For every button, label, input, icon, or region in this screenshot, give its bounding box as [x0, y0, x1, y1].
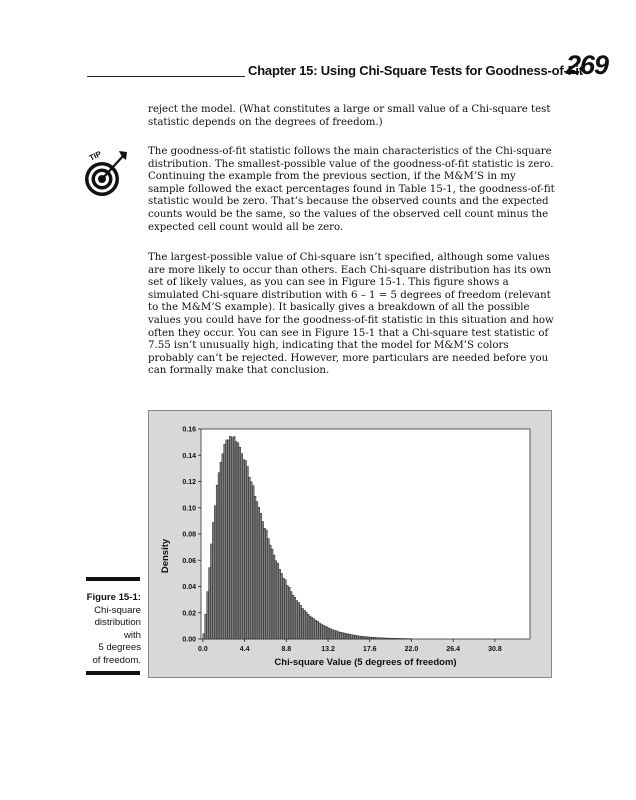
histogram-bar — [313, 619, 315, 639]
histogram-bar — [336, 631, 338, 639]
histogram-bar — [381, 638, 383, 639]
histogram-bar — [294, 597, 296, 639]
histogram-bar — [307, 614, 309, 639]
caption-rule-bottom — [86, 671, 140, 675]
histogram-bar — [256, 502, 258, 639]
histogram-bar — [320, 624, 322, 639]
histogram-bar — [252, 486, 254, 639]
histogram-bar — [241, 454, 243, 639]
histogram-bar — [248, 477, 250, 639]
histogram-bar — [379, 638, 381, 639]
histogram-bar — [303, 610, 305, 639]
histogram-bar — [383, 638, 385, 639]
histogram-bar — [394, 638, 396, 639]
histogram-bar — [205, 614, 207, 639]
histogram-bar — [267, 539, 269, 639]
histogram-bar — [273, 555, 275, 639]
histogram-bar — [275, 561, 277, 639]
histogram-bar — [370, 637, 372, 639]
histogram-bar — [262, 522, 264, 639]
histogram-bar — [358, 636, 360, 639]
histogram-bar — [224, 444, 226, 639]
histogram-bar — [210, 544, 212, 639]
histogram-bar — [269, 545, 271, 639]
histogram-bar — [258, 507, 260, 639]
histogram-bar — [247, 466, 249, 639]
histogram-bar — [345, 633, 347, 639]
figure-caption — [60, 592, 141, 668]
histogram-bar — [243, 460, 245, 639]
histogram-bar — [353, 635, 355, 639]
histogram-bar — [214, 506, 216, 639]
x-tick-label: 0.0 — [198, 646, 208, 653]
paragraph-2: The goodness-of-fit statistic follows the main characteristics of the Chi-square distribution. The smallest-possible value of the goodness-of-fit statistic is zero. Continuing the example from the previous section, if the M&M’S in my sample followed the exact percentages found in Table 15-1, the goodness-of-fit statistic would be zero. That’s because the observed counts and the expected counts would be the same, so the values of the observed cell count minus the expected cell count would all be zero. — [148, 146, 555, 233]
histogram-bar — [233, 437, 235, 639]
histogram-bar — [332, 630, 334, 639]
y-tick-label: 0.00 — [182, 636, 196, 644]
histogram-bar — [351, 635, 353, 639]
histogram-bar — [360, 636, 362, 639]
x-axis-label: Chi-square Value (5 degrees of freedom) — [274, 657, 457, 668]
histogram-bar — [385, 638, 387, 639]
histogram-bar — [309, 616, 311, 639]
histogram-bar — [281, 573, 283, 639]
histogram-bar — [231, 438, 233, 639]
tip-icon — [82, 143, 142, 203]
figure-caption-text: Chi-square distribution with 5 degrees of freedom. — [92, 604, 141, 666]
histogram-bar — [347, 634, 349, 639]
histogram-bar — [305, 612, 307, 639]
histogram-bar — [319, 623, 321, 639]
histogram-bar — [212, 522, 214, 639]
histogram-bar — [203, 634, 205, 639]
chapter-title: Chapter 15: Using Chi-Square Tests for Goodness-of-Fit — [248, 63, 583, 78]
tip-label: TIP — [87, 149, 103, 163]
histogram-bar — [209, 568, 211, 639]
histogram-bar — [254, 496, 256, 639]
figure-label: Figure 15-1: — [86, 592, 141, 603]
histogram-bar — [277, 563, 279, 639]
histogram-bar — [239, 447, 241, 639]
histogram-bar — [298, 603, 300, 639]
histogram-bar — [362, 636, 364, 639]
histogram-bar — [349, 634, 351, 639]
histogram-bar — [228, 440, 230, 639]
header-rule — [87, 76, 245, 77]
histogram-bar — [339, 632, 341, 639]
histogram-bar — [286, 585, 288, 639]
histogram-bar — [326, 627, 328, 639]
histogram-bar — [290, 592, 292, 639]
histogram-bar — [207, 592, 209, 639]
y-tick-label: 0.16 — [182, 426, 196, 434]
histogram-bar — [283, 578, 285, 639]
histogram-bar — [398, 638, 400, 639]
histogram-bar — [300, 605, 302, 639]
y-axis-label: Density — [160, 538, 171, 574]
histogram-bar — [396, 638, 398, 639]
histogram-bar — [374, 637, 376, 639]
histogram-bar — [334, 630, 336, 639]
histogram-bar — [222, 454, 224, 639]
histogram-bar — [265, 530, 267, 639]
histogram-bar — [366, 637, 368, 639]
x-tick-label: 8.8 — [281, 646, 292, 653]
page-number: 269 — [566, 50, 609, 80]
y-tick-label: 0.08 — [182, 531, 196, 539]
histogram-bar — [315, 620, 317, 639]
histogram-bar — [343, 633, 345, 639]
histogram-bar — [368, 637, 370, 639]
histogram-bar — [322, 625, 324, 639]
paragraph-1: reject the model. (What constitutes a large or small value of a Chi-square test statistic depends on the degrees of freedom.) — [148, 104, 551, 128]
histogram-bar — [375, 638, 377, 639]
histogram-bar — [317, 621, 319, 639]
histogram-bar — [260, 513, 262, 639]
y-tick-label: 0.06 — [182, 557, 196, 565]
histogram-bar — [330, 629, 332, 639]
histogram-bar — [372, 637, 374, 639]
caption-rule-top — [86, 577, 140, 581]
histogram-bar — [229, 436, 231, 639]
histogram-bar — [311, 617, 313, 639]
x-tick-label: 17.6 — [362, 646, 377, 653]
histogram-bar — [364, 637, 366, 639]
y-tick-label: 0.02 — [182, 610, 196, 618]
histogram-bar — [288, 587, 290, 639]
histogram-bar — [341, 633, 343, 639]
histogram-bar — [391, 638, 393, 639]
histogram-bar — [226, 440, 228, 639]
histogram-bar — [328, 628, 330, 639]
y-tick-label: 0.04 — [182, 584, 196, 591]
histogram-bar — [264, 528, 266, 639]
histogram-bar — [387, 638, 389, 639]
histogram-bar — [250, 482, 252, 639]
histogram-bar — [292, 595, 294, 639]
histogram-bar — [356, 636, 358, 639]
x-tick-label: 22.0 — [404, 646, 419, 653]
x-tick-label: 13.2 — [321, 646, 335, 653]
y-tick-label: 0.10 — [182, 505, 196, 513]
histogram-bar — [284, 580, 286, 639]
histogram-bar — [235, 442, 237, 639]
histogram-bar — [393, 638, 395, 639]
x-tick-label: 30.8 — [488, 646, 502, 653]
histogram-bar — [218, 473, 220, 639]
histogram-bar — [302, 608, 304, 639]
histogram-chart — [148, 410, 552, 678]
x-tick-label: 4.4 — [239, 646, 250, 653]
x-tick-label: 26.4 — [446, 646, 461, 653]
y-tick-label: 0.12 — [182, 479, 196, 486]
histogram-bar — [355, 635, 357, 639]
histogram-bar — [271, 549, 273, 639]
histogram-bar — [216, 485, 218, 639]
histogram-bar — [296, 601, 298, 639]
histogram-bar — [338, 632, 340, 639]
histogram-bar — [237, 443, 239, 639]
histogram-bar — [245, 461, 247, 639]
y-tick-label: 0.14 — [182, 452, 196, 460]
histogram-bar — [389, 638, 391, 639]
histogram-bar — [377, 638, 379, 639]
histogram-bar — [279, 569, 281, 639]
paragraph-3: The largest-possible value of Chi-square isn’t specified, although some values are more likely to occur than others. Each Chi-square distribution has its own set of likely values, as you can see in Figure 15-1. This figure shows a simulated Chi-square distribution with 6 – 1 = 5 degrees of freedom (relevant to the M&M’S example). It basically gives a breakdown of all the possible values you could have for the goodness-of-fit statistic in this situation and how often they occur. You can see in Figure 15-1 that a Chi-square test statistic of 7.55 isn’t unusually high, indicating that the model for M&M’S colors probably can’t be rejected. However, more particulars are needed before you can formally make that conclusion. — [148, 252, 554, 377]
histogram-bar — [324, 626, 326, 639]
histogram-bar — [220, 462, 222, 639]
